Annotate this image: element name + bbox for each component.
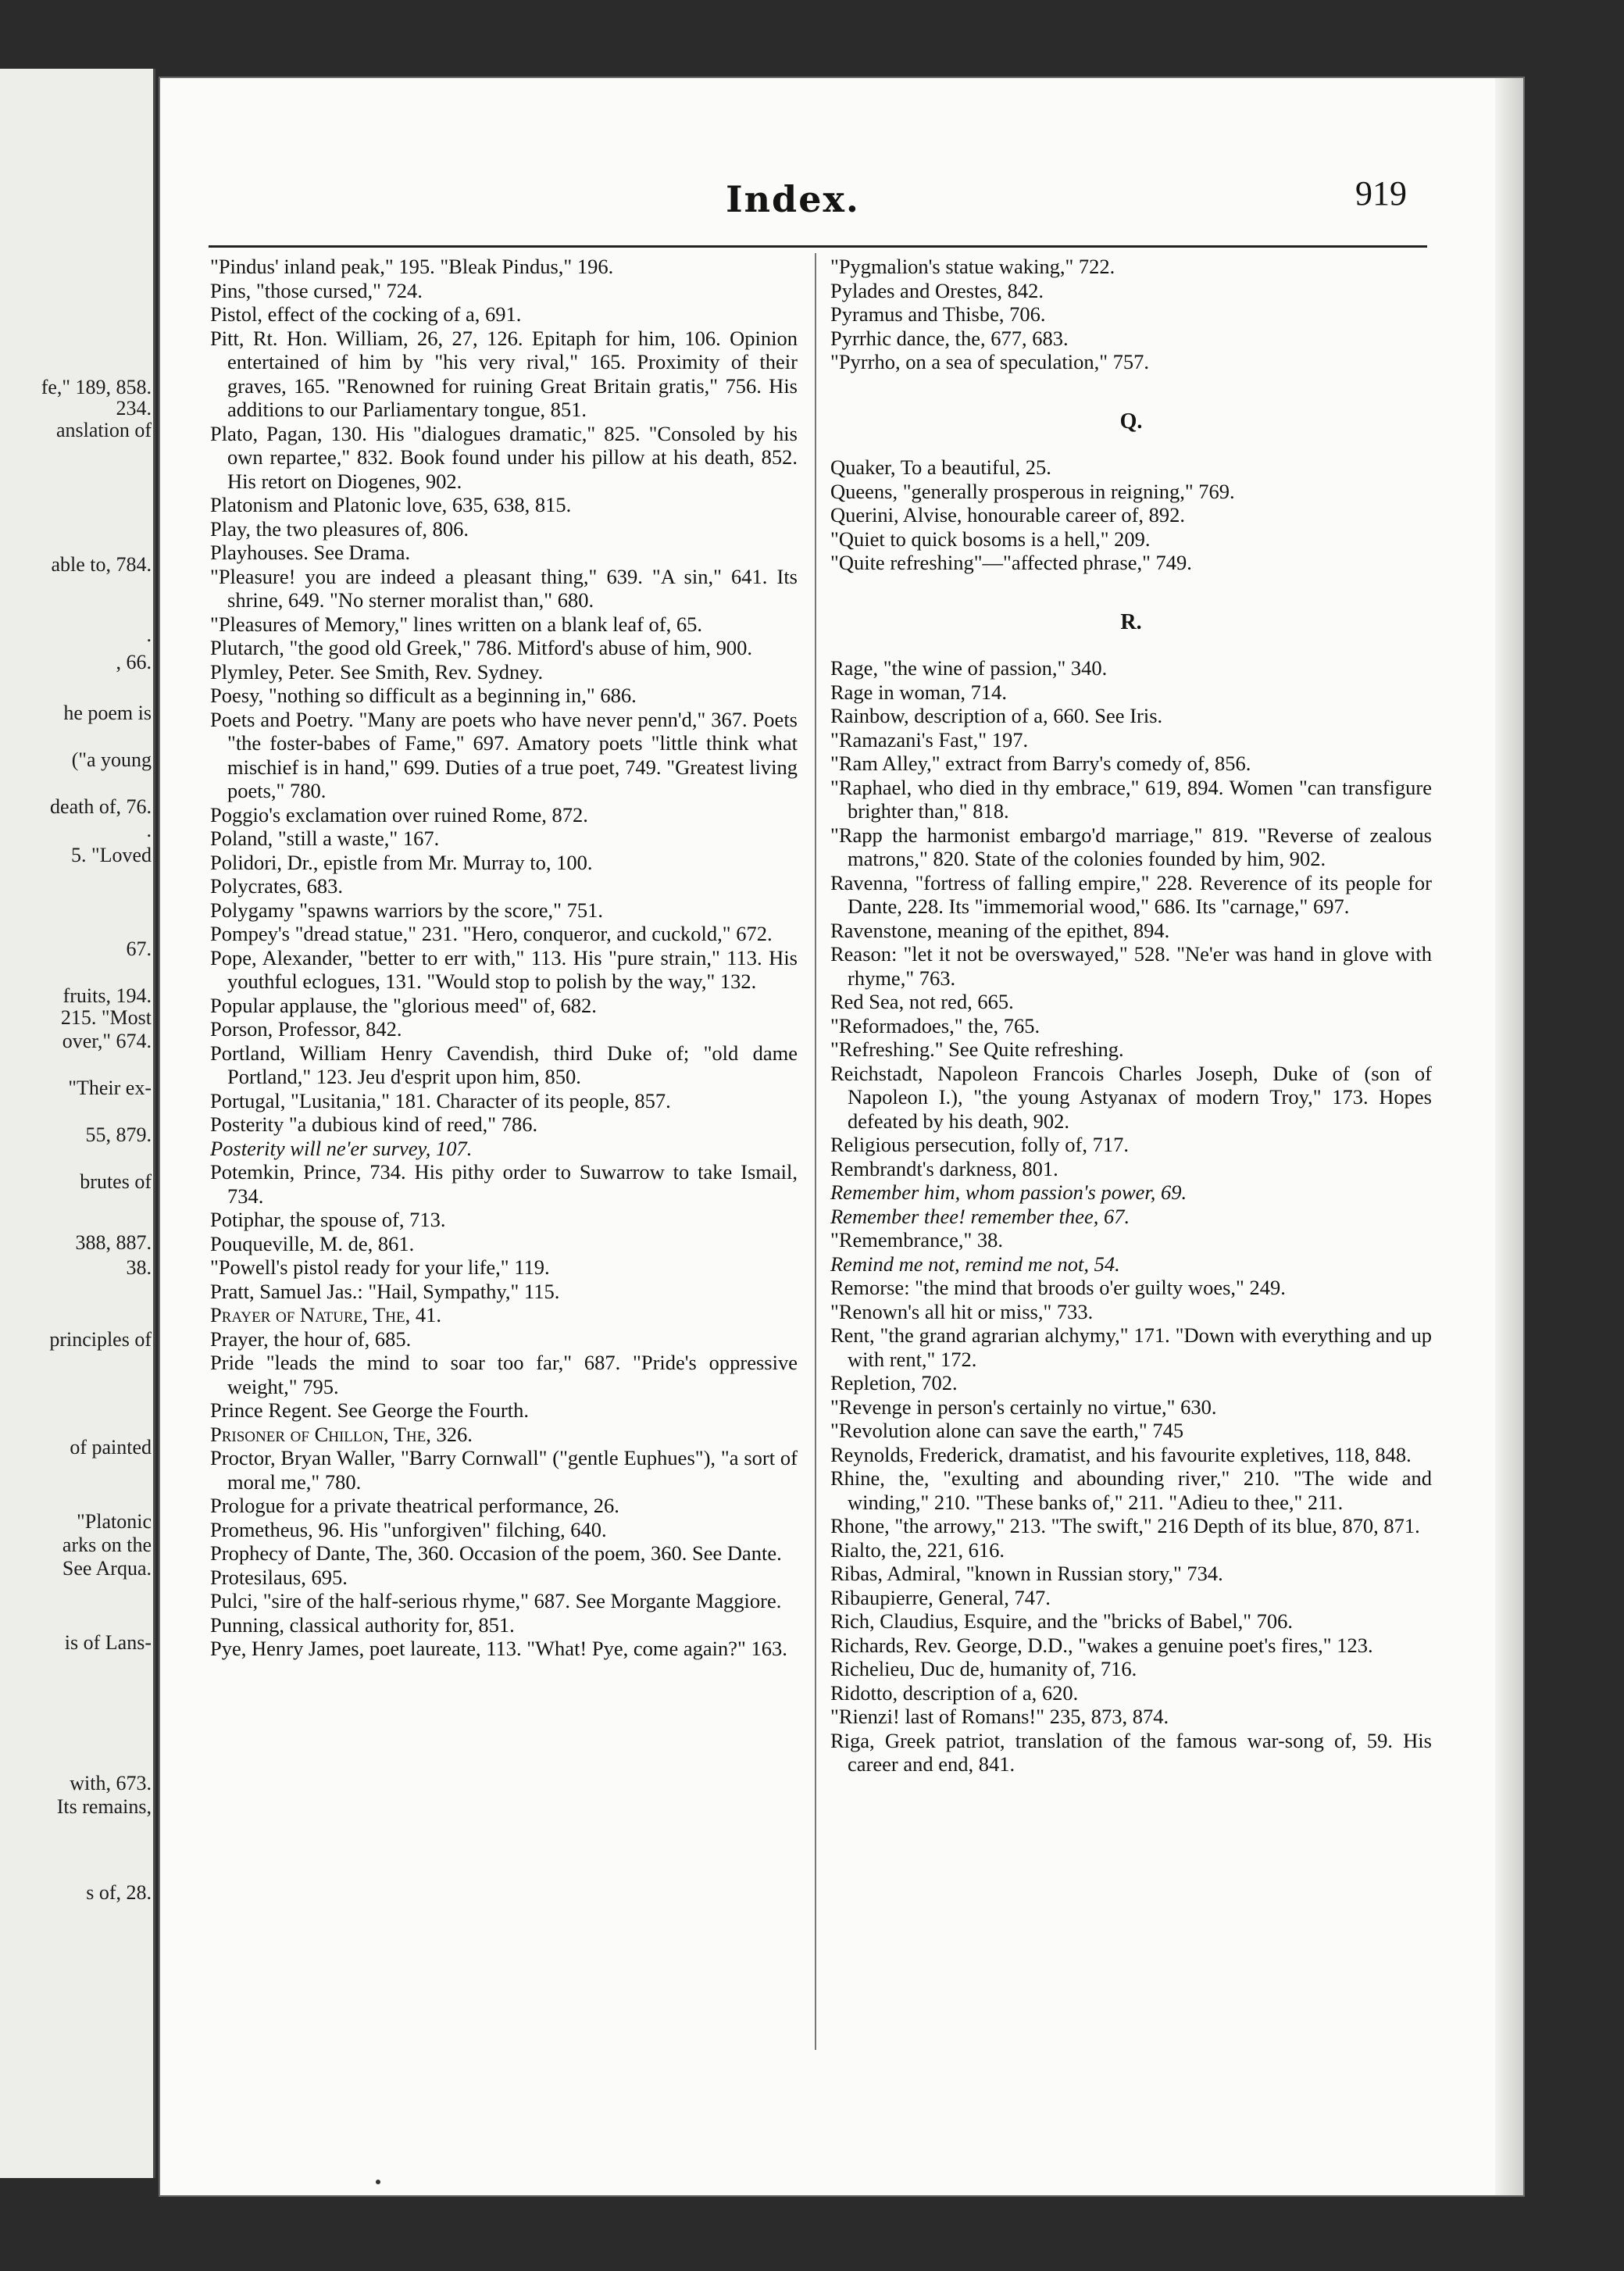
facing-text: Its remains,: [56, 1795, 152, 1818]
index-entry: "Refreshing." See Quite refreshing.: [830, 1037, 1124, 1061]
index-entry: Pins, "those cursed," 724.: [210, 278, 423, 302]
index-entry: Rent, "the grand agrarian alchymy," 171. "Down with everything and up with rent," 172.: [830, 1323, 1432, 1371]
index-entry: Remind me not, remind me not, 54.: [830, 1252, 1120, 1276]
index-entry: Richelieu, Duc de, humanity of, 716.: [830, 1657, 1137, 1680]
index-entry: Reason: "let it not be overswayed," 528. "Ne'er was hand in glove with rhyme," 763.: [830, 942, 1432, 990]
index-column-left: [210, 255, 798, 1661]
index-entry: Popular applause, the "glorious meed" of, 682.: [210, 993, 597, 1017]
index-entry: "Remembrance," 38.: [830, 1228, 1004, 1252]
index-entry: Querini, Alvise, honourable career of, 892.: [830, 503, 1186, 527]
index-entry: Play, the two pleasures of, 806.: [210, 516, 469, 541]
index-entry: Rembrandt's darkness, 801.: [830, 1156, 1058, 1180]
facing-text: 215. "Most: [60, 1006, 152, 1029]
index-entry: "Ramazani's Fast," 197.: [830, 727, 1029, 752]
index-entry: Proctor, Bryan Waller, "Barry Cornwall" ("gentle Euphues"), "a sort of moral me," 780.: [210, 1446, 798, 1494]
index-entry: Prophecy of Dante, The, 360. Occasion of the poem, 360. See Dante.: [210, 1541, 782, 1565]
index-entry: Poesy, "nothing so difficult as a beginning in," 686.: [210, 684, 637, 707]
index-entry: "Raphael, who died in thy embrace," 619, 894. Women "can transfigure brighter than," 818.: [830, 775, 1432, 823]
facing-text: brutes of: [80, 1170, 152, 1193]
index-entry: Riga, Greek patriot, translation of the famous war-song of, 59. His career and end, 841.: [830, 1728, 1432, 1776]
index-entry: Ribas, Admiral, "known in Russian story," 734.: [830, 1562, 1223, 1585]
facing-text: "Their ex-: [68, 1077, 152, 1099]
index-entry: Rich, Claudius, Esquire, and the "bricks of Babel," 706.: [830, 1609, 1294, 1633]
facing-text: he poem is: [63, 702, 152, 724]
index-entry: Prayer, the hour of, 685.: [210, 1327, 412, 1351]
index-entry: Pitt, Rt. Hon. William, 26, 27, 126. Epitaph for him, 106. Opinion entertained of him by "his very rival," 165. Proximity of their graves, 165. "Renowned for ruining Great Britain gratis," 756. His additions to our Parliamentary tongue, 851.: [210, 326, 798, 421]
index-entry: "Renown's all hit or miss," 733.: [830, 1299, 1094, 1323]
index-entry: Playhouses. See Drama.: [210, 541, 411, 564]
index-entry: Reichstadt, Napoleon Francois Charles Joseph, Duke of (son of Napoleon I.), "the young Astyanax of modern Troy," 173. Hopes defeated by his death, 902.: [830, 1061, 1432, 1133]
index-entry: Pye, Henry James, poet laureate, 113. "What! Pye, come again?" 163.: [210, 1637, 787, 1660]
index-entry: Pride "leads the mind to soar too far," 687. "Pride's oppressive weight," 795.: [210, 1351, 798, 1398]
index-entry: Poland, "still a waste," 167.: [210, 827, 440, 850]
index-entry: "Rienzi! last of Romans!" 235, 873, 874.: [830, 1705, 1169, 1728]
facing-text: is of Lans-: [64, 1631, 152, 1654]
index-entry: Platonism and Platonic love, 635, 638, 815.: [210, 493, 572, 516]
facing-text: over," 674.: [62, 1030, 152, 1052]
index-entry: "Revenge in person's certainly no virtue," 630.: [830, 1394, 1217, 1419]
index-entry: Portland, William Henry Cavendish, third Duke of; "old dame Portland," 123. Jeu d'esprit upon him, 850.: [210, 1041, 798, 1088]
facing-text: arks on the: [62, 1534, 152, 1556]
index-entry: Plato, Pagan, 130. His "dialogues dramatic," 825. "Consoled by his own repartee," 832. Book found under his pillow at his death, 852. His retort on Diogenes, 902.: [210, 421, 798, 493]
index-entry: "Pindus' inland peak," 195. "Bleak Pindus," 196.: [210, 255, 614, 278]
facing-text: ("a young: [71, 748, 152, 771]
index-entry: Remorse: "the mind that broods o'er guilty woes," 249.: [830, 1276, 1286, 1299]
index-entry: Reynolds, Frederick, dramatist, and his favourite expletives, 118, 848.: [830, 1442, 1412, 1466]
index-entry: Punning, classical authority for, 851.: [210, 1612, 515, 1637]
index-entry: Ridotto, description of a, 620.: [830, 1680, 1079, 1705]
stray-ink-dot: [376, 2180, 380, 2184]
index-entry: Porson, Professor, 842.: [210, 1017, 402, 1041]
index-entry: Red Sea, not red, 665.: [830, 990, 1014, 1013]
index-entry: Posterity "a dubious kind of reed," 786.: [210, 1112, 538, 1136]
index-entry: Prince Regent. See George the Fourth.: [210, 1398, 529, 1422]
section-heading-q: Q.: [1119, 409, 1143, 434]
facing-text: .: [146, 819, 152, 841]
index-entry: Potiphar, the spouse of, 713.: [210, 1208, 446, 1231]
facing-text: 67.: [126, 937, 152, 960]
facing-text: 5. "Loved: [70, 844, 152, 866]
index-entry: "Quite refreshing"—"affected phrase," 749.: [830, 551, 1192, 574]
index-entry: Potemkin, Prince, 734. His pithy order to Suwarrow to take Ismail, 734.: [210, 1160, 798, 1208]
facing-text: , 66.: [116, 651, 152, 673]
index-entry: Repletion, 702.: [830, 1371, 958, 1394]
index-entry: Plymley, Peter. See Smith, Rev. Sydney.: [210, 659, 544, 684]
facing-text: s of, 28.: [86, 1881, 152, 1904]
index-entry: Posterity will ne'er survey, 107.: [210, 1136, 473, 1160]
index-entry: Pompey's "dread statue," 231. "Hero, conqueror, and cuckold," 672.: [210, 922, 773, 945]
facing-page-fragment: [0, 69, 155, 2178]
index-entry: Pope, Alexander, "better to err with," 113. His "pure strain," 113. His youthful eclogues, 131. "Would stop to polish by the way," 132.: [210, 945, 798, 993]
index-entry: Rialto, the, 221, 616.: [830, 1537, 1005, 1562]
running-head: Index.: [726, 178, 860, 220]
index-entry: Plutarch, "the good old Greek," 786. Mitford's abuse of him, 900.: [210, 636, 752, 659]
facing-text: able to, 784.: [51, 553, 152, 576]
facing-text: 55, 879.: [85, 1123, 152, 1146]
index-entry: "Powell's pistol ready for your life," 119.: [210, 1255, 550, 1279]
section-heading-r: R.: [1120, 609, 1142, 634]
index-entries-p-continued: [830, 255, 1432, 374]
index-entry: Ribaupierre, General, 747.: [830, 1585, 1051, 1609]
index-entry: "Pleasures of Memory," lines written on a blank leaf of, 65.: [210, 612, 702, 636]
index-entry: Pistol, effect of the cocking of a, 691.: [210, 302, 522, 326]
facing-text: death of, 76.: [50, 795, 152, 818]
facing-text: anslation of: [55, 419, 152, 441]
facing-text: "Platonic: [77, 1510, 152, 1533]
column-divider: [815, 253, 816, 2050]
facing-text: 38.: [126, 1256, 152, 1279]
facing-text: .: [146, 623, 152, 646]
index-entry: Rainbow, description of a, 660. See Iris.: [830, 704, 1163, 727]
index-entry: Polygamy "spawns warriors by the score," 751.: [210, 898, 603, 922]
facing-text: 234.: [116, 397, 152, 420]
index-entry: Polidori, Dr., epistle from Mr. Murray to, 100.: [210, 850, 593, 874]
index-entry: Remember thee! remember thee, 67.: [830, 1204, 1130, 1228]
index-entry: Pouqueville, M. de, 861.: [210, 1231, 415, 1255]
facing-text: fe," 189, 858.: [41, 376, 152, 398]
index-entry: "Revolution alone can save the earth," 745: [830, 1419, 1184, 1442]
facing-text: See Arqua.: [62, 1557, 152, 1580]
index-entry: "Rapp the harmonist embargo'd marriage," 819. "Reverse of zealous matrons," 820. State of the colonies founded by him, 902.: [830, 823, 1432, 870]
index-entry: Richards, Rev. George, D.D., "wakes a genuine poet's fires," 123.: [830, 1633, 1373, 1657]
index-entry: Prayer of Nature, The, 41.: [210, 1303, 441, 1327]
page-number: 919: [1355, 174, 1407, 212]
index-entry: Rage in woman, 714.: [830, 680, 1007, 704]
index-entry: Remember him, whom passion's power, 69.: [830, 1180, 1187, 1204]
index-entries-q: [830, 455, 1432, 575]
header-rule: [209, 245, 1427, 248]
index-entry: Religious persecution, folly of, 717.: [830, 1133, 1129, 1156]
index-entry: "Pyrrho, on a sea of speculation," 757.: [830, 350, 1150, 373]
index-entry: Polycrates, 683.: [210, 874, 344, 898]
index-entry: Pratt, Samuel Jas.: "Hail, Sympathy," 115.: [210, 1279, 560, 1303]
facing-text: with, 673.: [70, 1772, 152, 1794]
index-entry: "Reformadoes," the, 765.: [830, 1013, 1040, 1037]
index-entry: "Pleasure! you are indeed a pleasant thing," 639. "A sin," 641. Its shrine, 649. "No sterner moralist than," 680.: [210, 564, 798, 612]
index-entry: Ravenstone, meaning of the epithet, 894.: [830, 918, 1170, 942]
index-entry: Quaker, To a beautiful, 25.: [830, 455, 1051, 479]
index-column-right: [830, 255, 1432, 1776]
index-entry: Rage, "the wine of passion," 340.: [830, 656, 1108, 680]
index-entry: Pyramus and Thisbe, 706.: [830, 302, 1046, 326]
index-page: [160, 78, 1523, 2195]
index-entries-r: [830, 656, 1432, 1776]
page-edge-shadow: [1495, 78, 1523, 2195]
index-entry: Poets and Poetry. "Many are poets who have never penn'd," 367. Poets "the foster-babes of Fame," 697. Amatory poets "little think what mischief is in hand," 699. Duties of a true poet, 749. "Greatest living poets," 780.: [210, 707, 798, 802]
index-entry: "Quiet to quick bosoms is a hell," 209.: [830, 527, 1151, 551]
index-entry: Poggio's exclamation over ruined Rome, 872.: [210, 802, 588, 827]
index-entry: Prometheus, 96. His "unforgiven" filching, 640.: [210, 1517, 607, 1541]
index-entry: Queens, "generally prosperous in reigning," 769.: [830, 479, 1235, 503]
index-entry: Prisoner of Chillon, The, 326.: [210, 1422, 473, 1446]
index-entry: Protesilaus, 695.: [210, 1565, 348, 1589]
index-entry: Prologue for a private theatrical performance, 26.: [210, 1494, 619, 1517]
index-entry: Pyrrhic dance, the, 677, 683.: [830, 326, 1069, 350]
index-entry: Pylades and Orestes, 842.: [830, 278, 1044, 302]
facing-text: 388, 887.: [75, 1231, 152, 1254]
index-entry: Ravenna, "fortress of falling empire," 228. Reverence of its people for Dante, 228. Its "immemorial wood," 686. Its "carnage," 697.: [830, 870, 1432, 918]
index-entry: Portugal, "Lusitania," 181. Character of its people, 857.: [210, 1088, 671, 1112]
index-entry: Pulci, "sire of the half-serious rhyme," 687. See Morgante Maggiore.: [210, 1589, 782, 1612]
facing-text: of painted: [70, 1436, 152, 1459]
index-entry: "Ram Alley," extract from Barry's comedy of, 856.: [830, 752, 1251, 775]
facing-text: principles of: [49, 1328, 152, 1351]
index-entry: Rhine, the, "exulting and abounding river," 210. "The wide and winding," 210. "These banks of," 211. "Adieu to thee," 211.: [830, 1466, 1432, 1514]
index-entry: "Pygmalion's statue waking," 722.: [830, 255, 1115, 278]
index-entry: Rhone, "the arrowy," 213. "The swift," 216 Depth of its blue, 870, 871.: [830, 1514, 1420, 1537]
facing-text: fruits, 194.: [62, 984, 152, 1007]
